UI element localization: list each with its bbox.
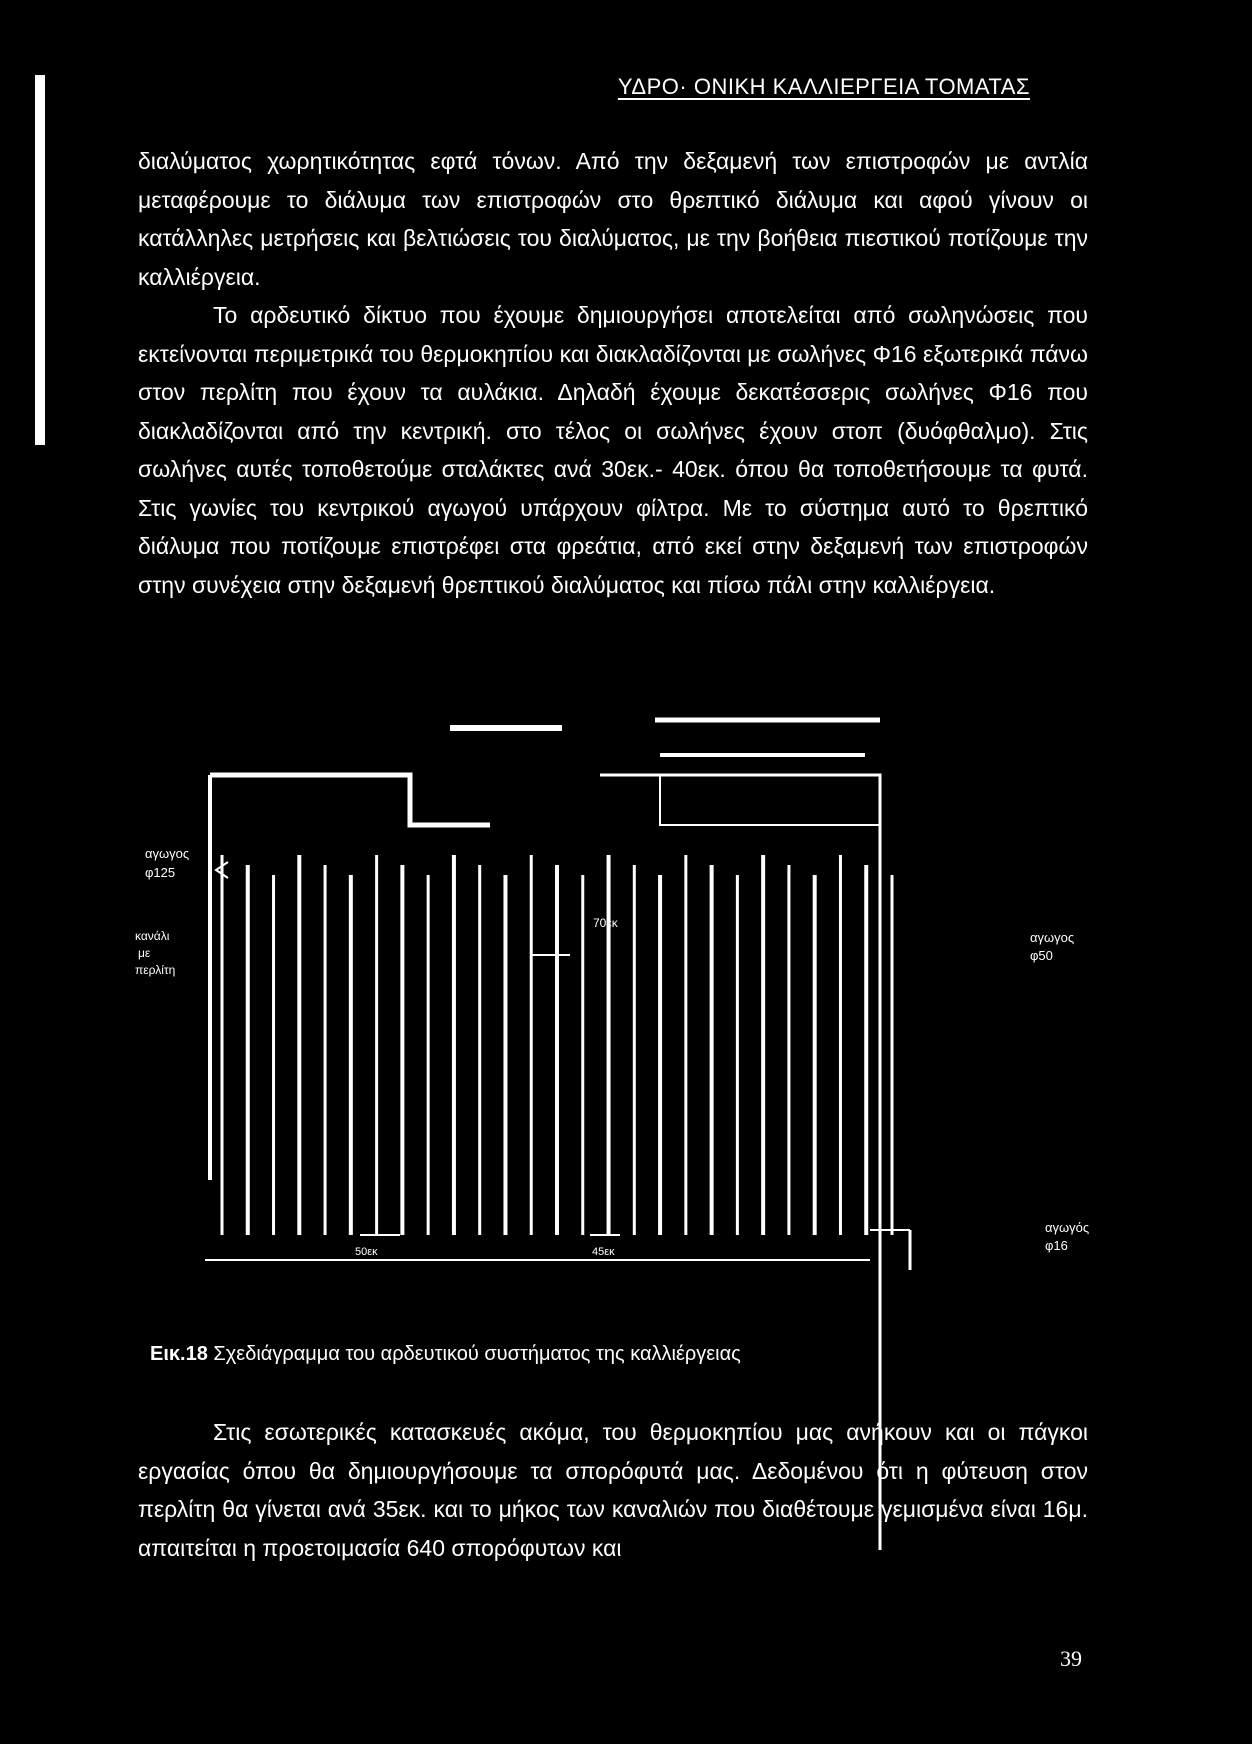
label-spacing-50: 50εκ	[355, 1246, 378, 1258]
irrigation-diagram	[135, 710, 1100, 1310]
label-main-pipe-2: φ125	[145, 865, 176, 880]
label-side-pipe-2: φ50	[1030, 948, 1053, 963]
paragraph-1: διαλύματος χωρητικότητας εφτά τόνων. Από την δεξαμενή των επιστροφών με αντλία μεταφέρουμε το διάλυμα των επιστροφών στο θρεπτικό διάλυμα και αφού γίνουν οι κατάλληλες μετρήσεις και βελτιώσεις του διαλύματος, με την βοήθεια πιεστικού ποτίζουμε την καλλιέργεια.	[138, 148, 1088, 290]
figure-caption	[150, 1343, 741, 1366]
caption-text: Σχεδιάγραμμα του αρδευτικού συστήματος της καλλιέργειας	[213, 1343, 741, 1365]
label-drip-pipe-2: φ16	[1045, 1238, 1068, 1253]
label-channel-3: περλίτη	[135, 963, 176, 977]
return-loop	[660, 775, 880, 825]
caption-number: Εικ.18	[150, 1343, 208, 1365]
label-side-pipe-1: αγωγος	[1030, 930, 1075, 945]
body-block-top	[138, 142, 1088, 604]
label-channel-2: με	[138, 946, 151, 960]
label-main-pipe-1: αγωγος	[145, 846, 190, 861]
page-number: 39	[1060, 1646, 1082, 1671]
main-pipe-top-left	[210, 775, 490, 825]
drip-pipes	[222, 855, 892, 1235]
label-spacing-45: 45εκ	[592, 1246, 615, 1258]
margin-bar	[35, 75, 45, 445]
paragraph-3: Στις εσωτερικές κατασκευές ακόμα, του θερμοκηπίου μας ανήκουν και οι πάγκοι εργασίας όπου θα δημιουργήσουμε τα σπορόφυτά μας. Δεδομένου ότι η φύτευση στον περλίτη θα γίνεται ανά 35εκ. και το μήκος των καναλιών που διαθέτουμε γεμισμένα είναι 16μ. απαιτείται η προετοιμασία 640 σπορόφυτων και	[138, 1419, 1088, 1561]
running-header: ΥΔΡΟ· ΟΝΙΚΗ ΚΑΛΛΙΕΡΓΕΙΑ ΤΟΜΑΤΑΣ	[617, 74, 1030, 99]
label-spacing-70: 70εκ	[593, 916, 618, 930]
label-channel-1: κανάλι	[135, 929, 170, 943]
paragraph-2: Το αρδευτικό δίκτυο που έχουμε δημιουργήσει αποτελείται από σωληνώσεις που εκτείνονται περιμετρικά του θερμοκηπίου και διακλαδίζονται με σωλήνες Φ16 εξωτερικά πάνω στον περλίτη που έχουν τα αυλάκια. Δηλαδή έχουμε δεκατέσσερις σωλήνες Φ16 που διακλαδίζονται από την κεντρική. στο τέλος οι σωλήνες έχουν στοπ (δυόφθαλμο). Στις σωλήνες αυτές τοποθετούμε σταλάκτες ανά 30εκ.- 40εκ. όπου θα τοποθετήσουμε τα φυτά. Στις γωνίες του κεντρικού αγωγού υπάρχουν φίλτρα. Με το σύστημα αυτό το θρεπτικό διάλυμα που ποτίζουμε επιστρέφει στα φρεάτια, από εκεί στην δεξαμενή των επιστροφών στην συνέχεια στην δεξαμενή θρεπτικού διαλύματος και πίσω πάλι στην καλλιέργεια.	[138, 302, 1088, 598]
label-drip-pipe-1: αγωγός	[1045, 1220, 1090, 1235]
body-block-bottom	[138, 1413, 1088, 1567]
